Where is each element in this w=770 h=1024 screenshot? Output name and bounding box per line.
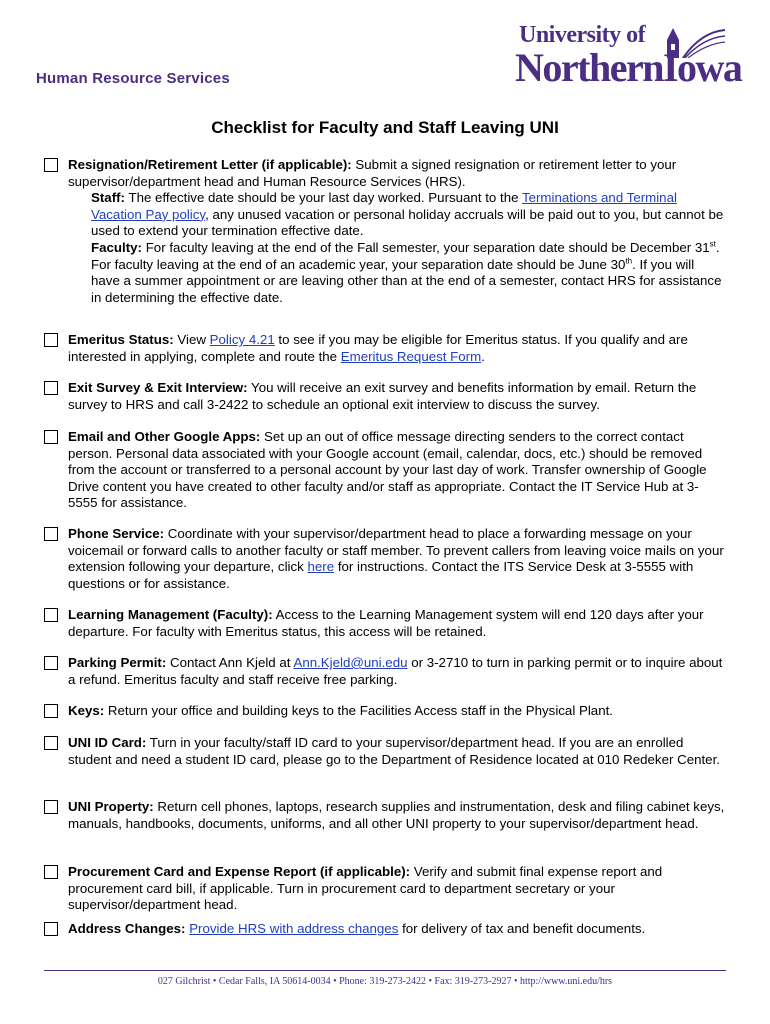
checklist-item-address: Address Changes: Provide HRS with address changes for delivery of tax and benefit documents. [44, 921, 726, 938]
checklist-item-id-card [44, 735, 726, 768]
item-text: Return your office and building keys to the Facilities Access staff in the Physical Plant. [107, 703, 613, 718]
item-heading: UNI Property: [68, 799, 154, 814]
item-heading: Address Changes: [68, 921, 186, 936]
checkbox[interactable] [44, 527, 58, 541]
item-heading: Learning Management (Faculty): [68, 607, 273, 622]
footer-divider [44, 970, 726, 971]
item-heading: Parking Permit: [68, 655, 167, 670]
staff-note: Staff: The effective date should be your last day worked. Pursuant to the Terminations and Terminal Vacation Pay policy, any unused vacation or personal holiday accruals will be paid out to you, but cannot be used to extend your termination effective date. [91, 190, 724, 239]
checklist-item-phone: Phone Service: Coordinate with your supervisor/department head to place a forwarding message on your voicemail or forward calls to another faculty or staff member. To prevent callers from leaving voice mails on your extension following your departure, click here for instructions. Contact the ITS Service Desk at 3-5555 with questions or for assistance. [44, 526, 726, 592]
checklist-item-procurement [44, 864, 726, 914]
checkbox[interactable] [44, 381, 58, 395]
checklist-item-exit-survey [44, 380, 726, 413]
checklist-item-learning-management [44, 607, 726, 640]
item-heading: Emeritus Status: [68, 332, 174, 347]
checkbox[interactable] [44, 704, 58, 718]
checkbox[interactable] [44, 656, 58, 670]
item-heading: Procurement Card and Expense Report (if applicable): [68, 864, 411, 879]
logo-line-2: NorthernIowa [515, 45, 742, 90]
document-title: Checklist for Faculty and Staff Leaving UNI [211, 118, 559, 137]
staff-label: Staff: [91, 190, 125, 206]
faculty-label: Faculty: [91, 239, 142, 255]
logo-line-1: University of [519, 22, 646, 48]
checkbox[interactable] [44, 430, 58, 444]
department-name: Human Resource Services [36, 70, 230, 87]
item-heading: Resignation/Retirement Letter (if applicable): [68, 157, 352, 172]
item-text: Set up an out of office message directing senders to the correct contact person. Personal data associated with your Google account (email, calendar, docs, etc.) should be removed from the account or transferred to a personal account by your last day of work. Transfer ownership of Google Drive content you have created to other faculty and/or staff as appropriate. Contact the IT Service Hub at 3-5555 for assistance. [68, 429, 707, 511]
footer-contact: 027 Gilchrist • Cedar Falls, IA 50614-0034 • Phone: 319-273-2422 • Fax: 319-273-2927 • http://www.uni.edu/hrs [157, 976, 613, 987]
faculty-note: Faculty: For faculty leaving at the end of the Fall semester, your separation date should be December 31st. For faculty leaving at the end of an academic year, your separation date should be June 30th. If you will have a summer appointment or are leaving other than at the end of a semester, contact HRS for assistance in determining the effective date. [91, 239, 722, 305]
checklist-item-keys [44, 703, 726, 720]
checkbox[interactable] [44, 736, 58, 750]
item-text: Verify and submit final expense report and procurement card bill, if applicable. Turn in procurement card to department secretary or your supervisor/department head. [68, 864, 663, 913]
policy-link[interactable]: Policy 4.21 [209, 332, 275, 347]
checkbox[interactable] [44, 800, 58, 814]
item-text: Turn in your faculty/staff ID card to your supervisor/department head. If you are an enrolled student and need a student ID card, please go to the Department of Residence located at 010 Redeker Center. [68, 735, 720, 767]
item-text: Submit a signed resignation or retirement letter to your supervisor/department head and Human Resource Services (HRS). [68, 157, 677, 189]
item-heading: Phone Service: [68, 526, 165, 541]
item-heading: Exit Survey & Exit Interview: [68, 380, 248, 395]
item-heading: Email and Other Google Apps: [68, 429, 261, 444]
checkbox[interactable] [44, 865, 58, 879]
item-heading: Keys: [68, 703, 105, 718]
checklist-item-emeritus: Emeritus Status: View Policy 4.21 to see if you may be eligible for Emeritus status. If you qualify and are interested in applying, complete and route the Emeritus Request Form. [44, 332, 726, 365]
checkbox[interactable] [44, 333, 58, 347]
email-link[interactable]: Ann.Kjeld@uni.edu [293, 655, 408, 670]
item-heading: UNI ID Card: [68, 735, 147, 750]
checkbox[interactable] [44, 922, 58, 936]
emeritus-request-form-link[interactable]: Emeritus Request Form [340, 348, 482, 364]
item-text: Access to the Learning Management system will end 120 days after your departure. For faculty with Emeritus status, this access will be retained. [68, 607, 704, 639]
checklist-item-resignation [44, 157, 726, 306]
address-change-link[interactable]: Provide HRS with address changes [189, 921, 399, 936]
phone-instructions-link[interactable]: here [307, 559, 335, 575]
university-logo [515, 22, 742, 94]
checklist-item-email [44, 429, 726, 512]
checklist-item-property [44, 799, 726, 832]
terminations-policy-link[interactable]: Terminations and Terminal Vacation Pay policy [91, 190, 677, 222]
checklist-item-parking: Parking Permit: Contact Ann Kjeld at Ann.Kjeld@uni.edu or 3-2710 to turn in parking permit or to inquire about a refund. Emeritus faculty and staff receive free parking. [44, 655, 726, 688]
item-text: You will receive an exit survey and benefits information by email. Return the survey to HRS and call 3-2422 to schedule an optional exit interview to discuss the survey. [68, 380, 697, 412]
checkbox[interactable] [44, 158, 58, 172]
item-text: Return cell phones, laptops, research supplies and instrumentation, desk and filing cabinet keys, manuals, handbooks, documents, uniforms, and all other UNI property to your supervisor/department head. [68, 799, 725, 831]
checkbox[interactable] [44, 608, 58, 622]
